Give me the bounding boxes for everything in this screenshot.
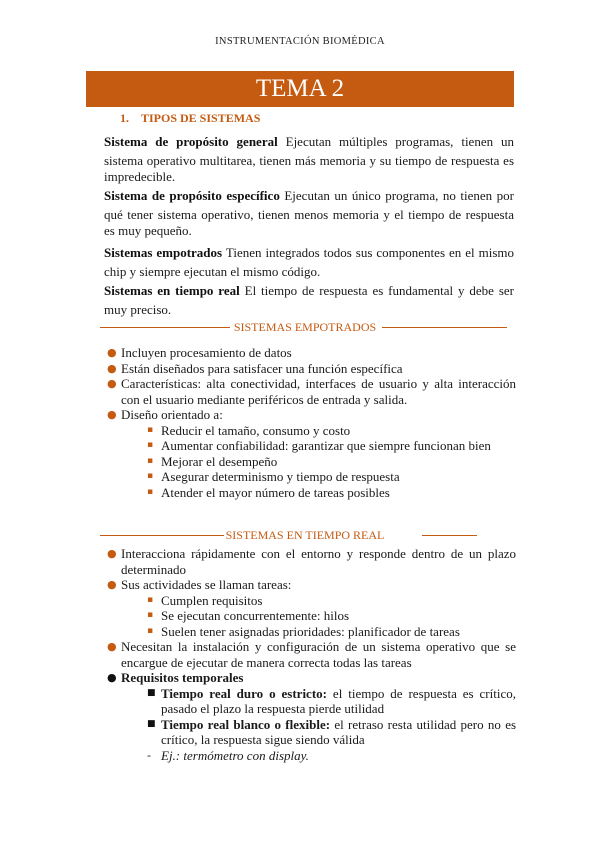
sublist-item: ▪ Se ejecutan concurrentemente: hilos: [147, 608, 350, 623]
square-bullet-icon: ▪: [147, 440, 154, 450]
square-bullet-icon: ■: [147, 687, 156, 698]
divider-line: [100, 327, 230, 328]
section-number: 1.: [120, 111, 129, 125]
divider-line: [100, 535, 240, 536]
bullet-icon: ●: [107, 671, 117, 684]
sublist-item: ▪ Cumplen requisitos: [147, 592, 263, 608]
square-bullet-icon: ▪: [147, 610, 154, 620]
list-item: ● Están diseñados para satisfacer una función específica: [107, 360, 403, 376]
square-bullet-icon: ▪: [147, 486, 154, 497]
sublist-item: ▪ Asegurar determinismo y tiempo de respuesta: [147, 469, 400, 484]
list-item: ● Incluyen procesamiento de datos: [107, 345, 292, 360]
definition-text: Ejecutan múltiples programas, tienen un sistema operativo multitarea, tienen más memoria y su tiempo de respuesta es impredecible.: [104, 134, 515, 184]
bullet-icon: ●: [107, 377, 117, 390]
section-heading: [120, 111, 260, 126]
tiempo-real-list: [104, 546, 516, 763]
definition-term: Sistemas empotrados: [104, 245, 223, 260]
dash-bullet-icon: -: [147, 747, 151, 762]
divider-line: [422, 535, 477, 536]
list-item: ● Sus actividades se llaman tareas: ▪ Cumplen requisitos ▪ Se ejecutan concurrentemente: hilos ▪ Suelen tener asignadas prioridades: planificador de tareas: [104, 577, 516, 639]
square-bullet-icon: ■: [147, 718, 156, 729]
divider-label: SISTEMAS EMPOTRADOS: [233, 320, 377, 334]
definition-text: Tienen integrados todos sus componentes en el mismo chip y siempre ejecutan el mismo código.: [104, 245, 515, 279]
definition-term: Sistema de propósito específico: [104, 188, 280, 203]
sublist-item: ▪ Atender el mayor número de tareas posibles: [147, 484, 390, 500]
chapter-banner: TEMA 2: [86, 71, 514, 107]
definition-paragraph: [104, 245, 514, 280]
definition-paragraph: [104, 188, 514, 240]
divider-label: SISTEMAS EN TIEMPO REAL: [225, 528, 385, 542]
definition-text: Ejecutan un único programa, no tienen por qué tener sistema operativo, tienen menos memoria y el tiempo de respuesta es muy pequeño.: [104, 188, 515, 238]
definition-paragraph: [104, 134, 514, 186]
square-bullet-icon: ▪: [147, 455, 154, 466]
list-item: ● Interacciona rápidamente con el entorno y responde dentro de un plazo determinado: [107, 546, 516, 577]
empotrados-list: [104, 345, 516, 500]
list-item: ● Requisitos temporales ■ Tiempo real duro o estricto: el tiempo de respuesta es crítico, pasado el plazo la respuesta pierde utilidad ■ Tiempo real blanco o flexible: el retraso resta utilidad pero no es crítico, la respuesta sigue siendo válida - Ej.: termómetro con display.: [107, 670, 517, 763]
definition-term: Sistema de propósito general: [104, 134, 278, 149]
bullet-icon: ●: [107, 408, 117, 421]
running-header: INSTRUMENTACIÓN BIOMÉDICA: [215, 36, 385, 47]
bullet-icon: ●: [107, 547, 117, 560]
sublist-item: ▪ Reducir el tamaño, consumo y costo: [147, 422, 351, 438]
bullet-icon: ●: [107, 578, 117, 591]
sublist-item: ▪ Aumentar confiabilidad: garantizar que siempre funcionan bien: [147, 438, 491, 453]
definition-paragraph: [104, 283, 514, 318]
definition-text: El tiempo de respuesta es fundamental y debe ser muy preciso.: [104, 283, 514, 317]
section-title: TIPOS DE SISTEMAS: [141, 111, 261, 125]
sublist: [121, 686, 516, 764]
definition-term: Sistemas en tiempo real: [104, 283, 240, 298]
sublist: [121, 423, 516, 501]
sublist: [121, 593, 516, 640]
bullet-icon: ●: [107, 346, 117, 359]
sublist-item: ■ Tiempo real duro o estricto: el tiempo de respuesta es crítico, pasado el plazo la respuesta pierde utilidad: [147, 685, 516, 716]
square-bullet-icon: ▪: [147, 424, 154, 435]
square-bullet-icon: ▪: [147, 594, 154, 605]
section-divider-empotrados: [100, 320, 510, 334]
sublist-item: ▪ Suelen tener asignadas prioridades: planificador de tareas: [147, 623, 460, 639]
list-item: ● Características: alta conectividad, interfaces de usuario y alta interacción con el usuario mediante periféricos de entrada y salida.: [107, 376, 516, 407]
sublist-item: ■ Tiempo real blanco o flexible: el retraso resta utilidad pero no es crítico, la respuesta sigue siendo válida: [147, 716, 517, 747]
square-bullet-icon: ▪: [147, 625, 154, 636]
square-bullet-icon: ▪: [147, 471, 154, 481]
divider-line: [382, 327, 507, 328]
list-item: ● Necesitan la instalación y configuración de un sistema operativo que se encargue de ejecutar de manera correcta todas las tareas: [107, 639, 516, 670]
sublist-item: - Ej.: termómetro con display.: [147, 747, 309, 763]
bullet-icon: ●: [107, 361, 117, 375]
sublist-item: ▪ Mejorar el desempeño: [147, 453, 278, 469]
bullet-icon: ●: [107, 640, 117, 653]
section-divider-tiempo-real: [100, 528, 510, 542]
list-item: ● Diseño orientado a: ▪ Reducir el tamaño, consumo y costo ▪ Aumentar confiabilidad: garantizar que siempre funcionan bien ▪ Mejorar el desempeño ▪ Asegurar determinismo y tiempo de respuesta ▪ Atender el mayor número de tareas posibles: [104, 407, 516, 500]
